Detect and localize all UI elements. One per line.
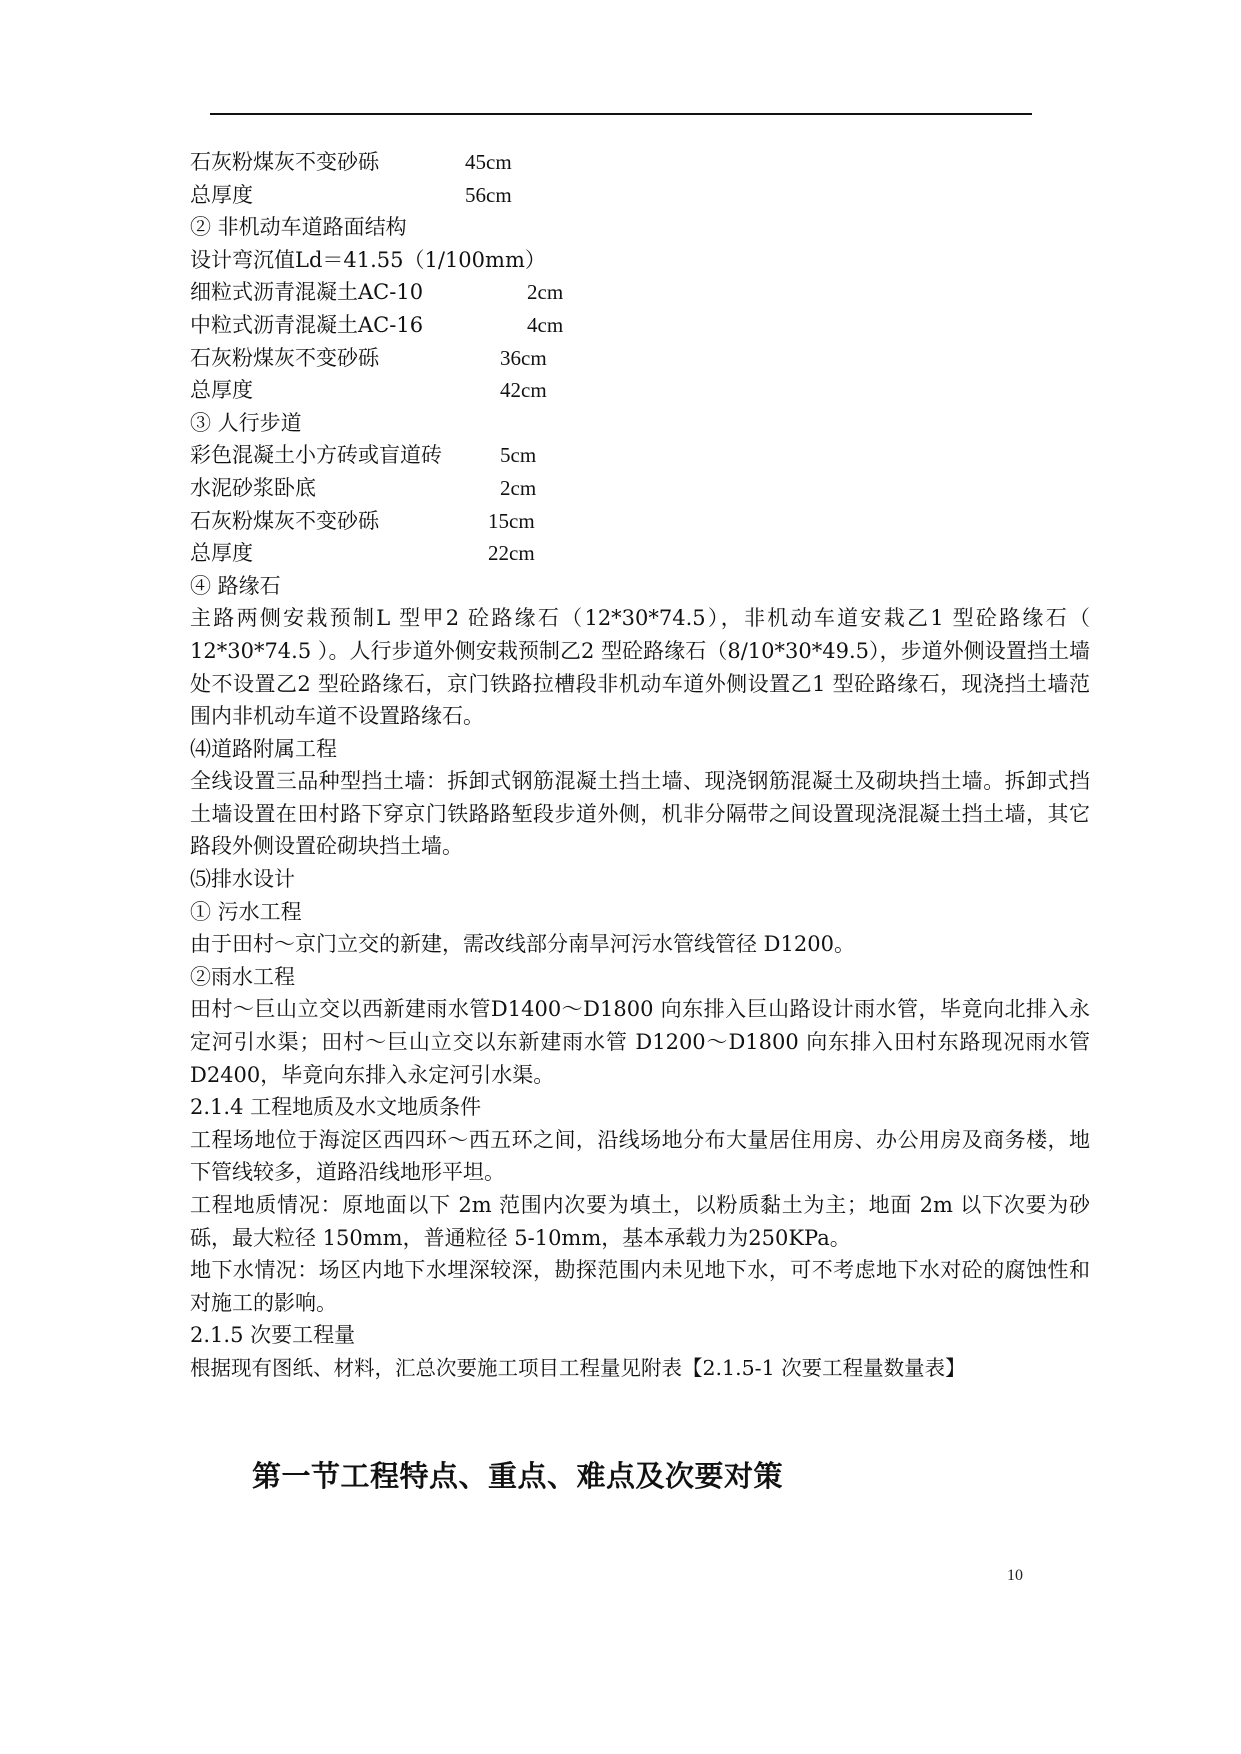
quantities-paragraph: 根据现有图纸、材料，汇总次要施工项目工程量见附表【2.1.5-1 次要工程量数量表】 bbox=[190, 1355, 966, 1380]
spec-row bbox=[190, 179, 1090, 212]
spec-label: 细粒式沥青混凝土AC-10 bbox=[190, 280, 424, 305]
spec-value: 36cm bbox=[500, 345, 547, 370]
page-number: 10 bbox=[1007, 1567, 1023, 1584]
spec-value: 45cm bbox=[465, 150, 512, 174]
spec-label: 总厚度 bbox=[190, 182, 253, 207]
spec-row bbox=[190, 342, 1090, 375]
subheading-sidewalk: ③ 人行步道 bbox=[190, 410, 302, 435]
spec-label: 彩色混凝土小方砖或盲道砖 bbox=[190, 443, 442, 468]
spec-row bbox=[190, 146, 1090, 179]
rainwater-paragraph: 田村～巨山立交以西新建雨水管D1400～D1800 向东排入巨山路设计雨水管，毕竟向北排入永定河引水渠；田村～巨山立交以东新建雨水管 D1200～D1800 向东排入田村东路现况雨水管D2400，毕竟向东排入永定河引水渠。 bbox=[190, 997, 1090, 1087]
spec-value: 22cm bbox=[488, 541, 535, 566]
sewage-paragraph: 由于田村～京门立交的新建，需改线部分南旱河污水管线管径 D1200。 bbox=[190, 932, 855, 957]
spec-label: 中粒式沥青混凝土AC-16 bbox=[190, 312, 424, 337]
spec-value: 2cm bbox=[527, 280, 564, 305]
site-paragraph: 工程场地位于海淀区西四环～西五环之间，沿线场地分布大量居住用房、办公用房及商务楼，地下管线较多，道路沿线地形平坦。 bbox=[190, 1127, 1090, 1185]
subheading-nonmotor-pavement: ② 非机动车道路面结构 bbox=[190, 215, 407, 240]
header-rule bbox=[210, 113, 1032, 115]
spec-row bbox=[190, 276, 1090, 309]
subheading-road-auxiliary: ⑷道路附属工程 bbox=[190, 736, 337, 761]
spec-row bbox=[190, 505, 1090, 538]
spec-label: 总厚度 bbox=[190, 378, 253, 403]
subheading-rainwater: ②雨水工程 bbox=[190, 964, 295, 989]
spec-value: 2cm bbox=[500, 475, 537, 500]
subheading-drainage: ⑸排水设计 bbox=[190, 867, 295, 892]
design-deflection: 设计弯沉值Ld＝41.55（1/100mm） bbox=[190, 247, 546, 272]
section-title: 第一节工程特点、重点、难点及次要对策 bbox=[252, 1459, 784, 1493]
subheading-curb: ④ 路缘石 bbox=[190, 573, 281, 598]
spec-row bbox=[190, 472, 1090, 505]
curb-paragraph: 主路两侧安栽预制L 型甲2 砼路缘石（12*30*74.5），非机动车道安栽乙1 型砼路缘石（ 12*30*74.5 ）。人行步道外侧安栽预制乙2 型砼路缘石（8/10*30*49.5），步道外侧设置挡土墙处不设置乙2 型砼路缘石，京门铁路拉槽段非机动车道外侧设置乙1 型砼路缘石，现浇挡土墙范围内非机动车道不设置路缘石。 bbox=[190, 606, 1090, 729]
spec-label: 石灰粉煤灰不变砂砾 bbox=[190, 345, 379, 370]
subheading-sewage: ① 污水工程 bbox=[190, 899, 302, 924]
spec-label: 石灰粉煤灰不变砂砾 bbox=[190, 150, 379, 174]
spec-value: 56cm bbox=[465, 182, 512, 207]
spec-row bbox=[190, 537, 1090, 570]
spec-label: 石灰粉煤灰不变砂砾 bbox=[190, 508, 379, 533]
spec-label: 总厚度 bbox=[190, 541, 253, 566]
spec-value: 5cm bbox=[500, 443, 537, 468]
spec-row bbox=[190, 374, 1090, 407]
groundwater-paragraph: 地下水情况：场区内地下水埋深较深，勘探范围内未见地下水，可不考虑地下水对砼的腐蚀性和对施工的影响。 bbox=[190, 1258, 1090, 1315]
geology-paragraph: 工程地质情况：原地面以下 2m 范围内次要为填土，以粉质黏土为主；地面 2m 以下次要为砂砾，最大粒径 150mm，普通粒径 5-10mm，基本承载力为250KPa。 bbox=[190, 1193, 1090, 1250]
spec-row bbox=[190, 309, 1090, 342]
subheading-geology: 2.1.4 工程地质及水文地质条件 bbox=[190, 1095, 482, 1120]
spec-value: 42cm bbox=[500, 378, 547, 403]
spec-value: 15cm bbox=[488, 508, 535, 533]
spec-value: 4cm bbox=[527, 312, 564, 337]
subheading-quantities: 2.1.5 次要工程量 bbox=[190, 1323, 356, 1348]
spec-label: 水泥砂浆卧底 bbox=[190, 475, 316, 500]
retaining-wall-paragraph: 全线设置三品种型挡土墙：拆卸式钢筋混凝土挡土墙、现浇钢筋混凝土及砌块挡土墙。拆卸式挡土墙设置在田村路下穿京门铁路路堑段步道外侧，机非分隔带之间设置现浇混凝土挡土墙，其它路段外侧设置砼砌块挡土墙。 bbox=[190, 769, 1090, 859]
spec-row bbox=[190, 439, 1090, 472]
body-text bbox=[190, 146, 1090, 1385]
